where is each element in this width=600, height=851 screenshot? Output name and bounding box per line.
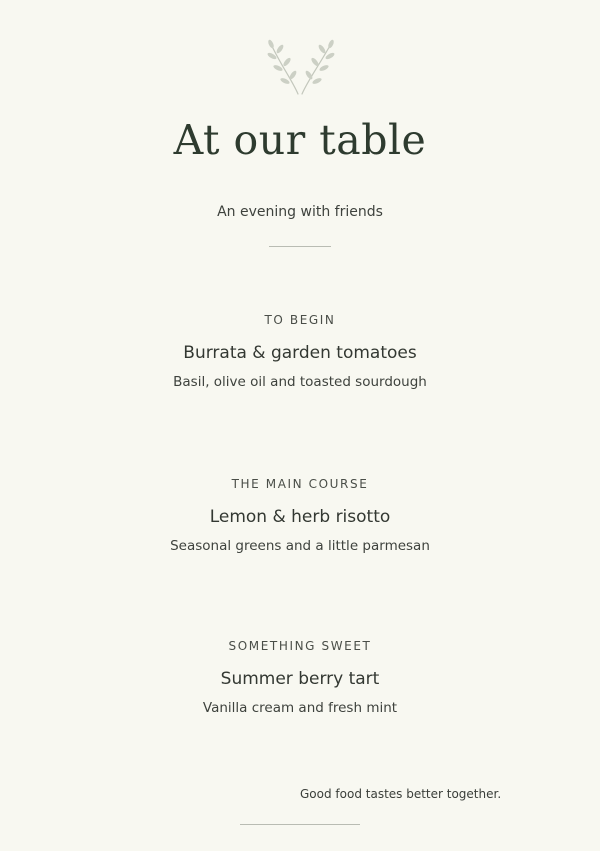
course-label: THE MAIN COURSE	[231, 477, 369, 491]
divider-top	[269, 246, 331, 247]
menu-title: At our table	[173, 116, 427, 164]
leaf-sprig-icon	[262, 36, 340, 98]
menu-subtitle: An evening with friends	[217, 204, 383, 220]
course-main	[0, 475, 600, 556]
menu-tagline: Good food tastes better together.	[300, 787, 502, 801]
course-description: Basil, olive oil and toasted sourdough	[173, 374, 427, 390]
course-dish: Summer berry tart	[220, 669, 380, 689]
course-description: Seasonal greens and a little parmesan	[170, 538, 430, 554]
course-dish: Lemon & herb risotto	[209, 507, 391, 527]
divider-bottom	[240, 824, 360, 825]
course-label: TO BEGIN	[264, 313, 336, 327]
course-label: SOMETHING SWEET	[228, 639, 372, 653]
course-dessert	[0, 637, 600, 718]
course-starter	[0, 311, 600, 392]
course-dish: Burrata & garden tomatoes	[183, 343, 417, 363]
course-description: Vanilla cream and fresh mint	[202, 700, 398, 716]
